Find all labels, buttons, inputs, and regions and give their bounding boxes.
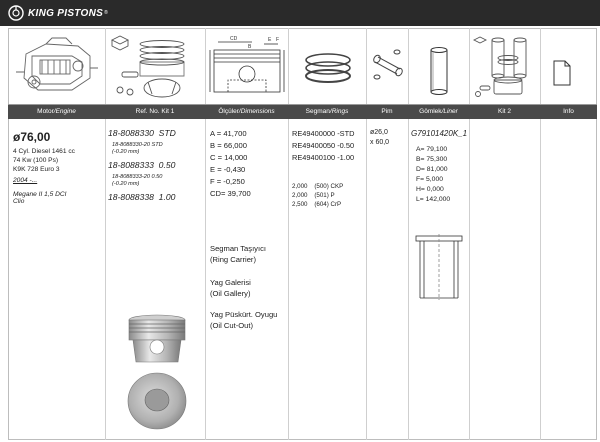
brand-name: KING PISTONS bbox=[28, 7, 104, 19]
header-info: Info bbox=[563, 108, 574, 115]
diagram-label-f: F bbox=[276, 37, 280, 43]
column-divider bbox=[105, 28, 106, 440]
header-motor: Motor/Engine bbox=[37, 108, 76, 115]
liner-drawing bbox=[412, 232, 466, 302]
liner-dim: F= 5,000 bbox=[416, 176, 444, 183]
header-kit2: Kit 2 bbox=[497, 108, 511, 115]
feature-oil-gallery-en: (Oil Gallery) bbox=[210, 289, 251, 298]
engine-spec: 74 Kw (100 Ps) bbox=[13, 157, 59, 164]
liner-dim: H= 0,000 bbox=[416, 186, 444, 193]
brand-logo bbox=[8, 5, 108, 21]
pin-length: x 60,0 bbox=[370, 139, 390, 146]
column-divider bbox=[288, 28, 289, 440]
ref-code: 18-8088333 0.50 bbox=[108, 160, 176, 170]
table-header bbox=[8, 105, 597, 119]
column-divider bbox=[366, 28, 367, 440]
diagram-label-e: E bbox=[268, 37, 272, 43]
diagram-label-cd: CD bbox=[230, 36, 238, 42]
ring-size: 2,000 (501) P bbox=[292, 192, 335, 199]
ref-subcode: 18-8088330-20 STD bbox=[112, 142, 163, 148]
ref-code: 18-8088330 STD bbox=[108, 128, 176, 138]
pin-diameter: ø26,0 bbox=[370, 129, 388, 136]
ref-subcode: 18-8088333-20 0.50 bbox=[112, 174, 163, 180]
dimension-e: E = -0,430 bbox=[210, 165, 246, 174]
liner-dim: D= 81,000 bbox=[416, 166, 448, 173]
liner-image bbox=[412, 32, 467, 100]
ref-subnote: (-0.20 mm) bbox=[112, 181, 140, 187]
brand-reg: ® bbox=[104, 10, 108, 16]
ring-part-number: RE49400000 -STD bbox=[292, 129, 355, 138]
ring-size: 2,500 (604) CrP bbox=[292, 201, 342, 208]
column-divider bbox=[408, 28, 409, 440]
pin-image bbox=[369, 32, 406, 100]
piston-top-photo bbox=[124, 370, 190, 432]
vehicle-model: Megane II 1,5 DCI bbox=[13, 191, 67, 198]
header-liner: Gömlek/Liner bbox=[419, 108, 458, 115]
brand-bar bbox=[0, 0, 600, 26]
ref-subnote: (-0.20 mm) bbox=[112, 149, 140, 155]
liner-dim: A= 79,100 bbox=[416, 146, 448, 153]
diagram-label-b: B bbox=[248, 44, 252, 50]
rings-image bbox=[292, 32, 364, 100]
dimensions-diagram bbox=[208, 32, 286, 100]
document-icon[interactable] bbox=[552, 60, 572, 86]
header-rings: Segman/Rings bbox=[305, 108, 349, 115]
engine-spec: 4 Cyl. Diesel 1461 cc bbox=[13, 148, 75, 155]
engine-spec: K9K 728 Euro 3 bbox=[13, 166, 60, 173]
header-pin: Pim bbox=[381, 108, 393, 115]
header-dimensions: Ölçüler/Dimensions bbox=[218, 108, 275, 115]
liner-dim: L= 142,000 bbox=[416, 196, 451, 203]
column-divider bbox=[540, 28, 541, 440]
column-divider bbox=[205, 28, 206, 440]
piston-side-photo bbox=[120, 312, 194, 366]
feature-oil-cutout-en: (Oil Cut-Out) bbox=[210, 321, 254, 330]
piston-logo-icon bbox=[8, 5, 24, 21]
ring-size: 2,000 (500) CKP bbox=[292, 183, 344, 190]
dimension-a: A = 41,700 bbox=[210, 129, 247, 138]
column-divider bbox=[469, 28, 470, 440]
engine-image bbox=[12, 32, 100, 100]
feature-oil-cutout: Yag Püskürt. Oyugu bbox=[210, 310, 278, 319]
vehicle-model: Clio bbox=[13, 198, 25, 205]
feature-ring-carrier: Segman Taşıyıcı bbox=[210, 244, 266, 253]
ring-part-number: RE49400100 -1.00 bbox=[292, 153, 355, 162]
header-ref: Ref. No. Kit 1 bbox=[135, 108, 175, 115]
dimension-b: B = 66,000 bbox=[210, 141, 247, 150]
liner-code: G79101420K_1 bbox=[411, 129, 468, 138]
ref-code: 18-8088338 1.00 bbox=[108, 192, 176, 202]
piston-kit-image bbox=[110, 32, 200, 100]
kit2-image bbox=[472, 32, 538, 100]
feature-oil-gallery: Yag Galerisi bbox=[210, 278, 251, 287]
dimension-c: C = 14,000 bbox=[210, 153, 248, 162]
bore-diameter: ø76,00 bbox=[13, 130, 51, 144]
dimension-f: F = -0,250 bbox=[210, 177, 245, 186]
ring-part-number: RE49400050 -0.50 bbox=[292, 141, 355, 150]
liner-dim: B= 75,300 bbox=[416, 156, 448, 163]
engine-year: 2004 -... bbox=[13, 177, 38, 184]
dimension-cd: CD= 39,700 bbox=[210, 189, 251, 198]
feature-ring-carrier-en: (Ring Carrier) bbox=[210, 255, 256, 264]
